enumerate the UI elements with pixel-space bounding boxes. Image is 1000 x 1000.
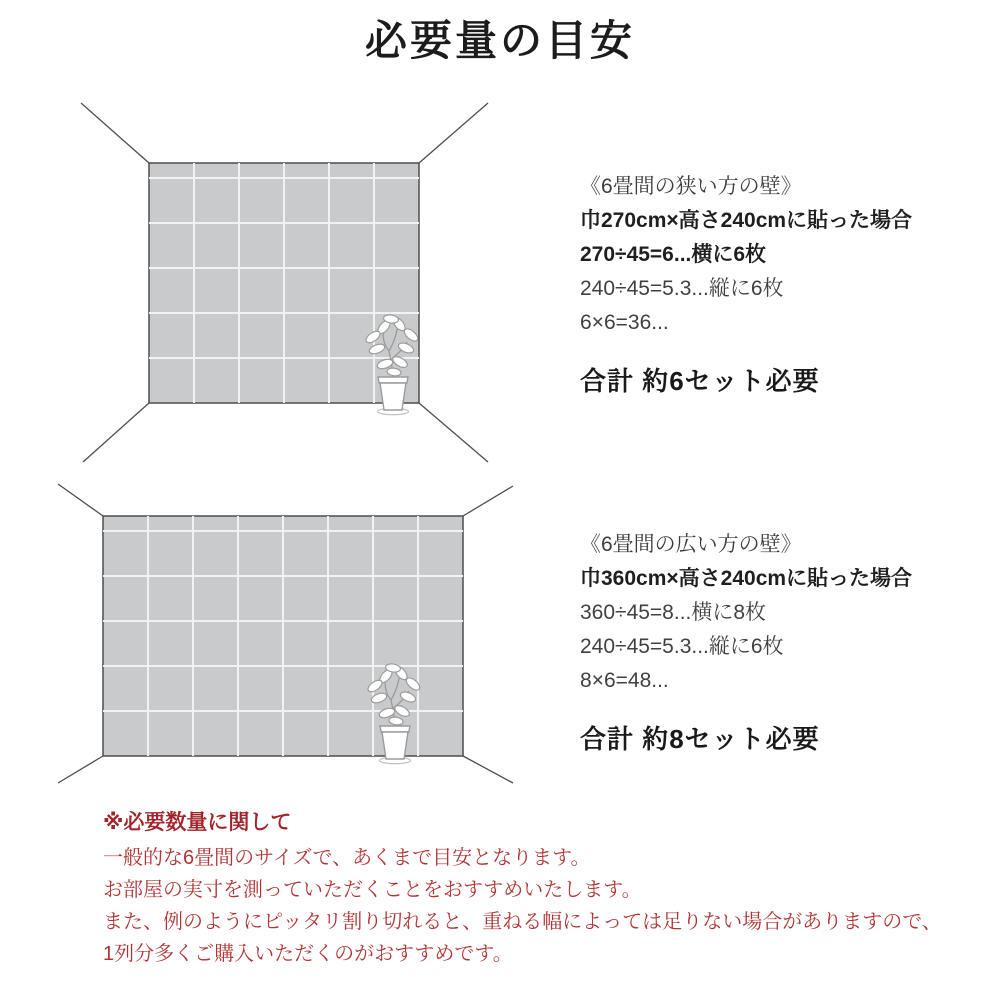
spec-block-wide-wall bbox=[580, 528, 980, 756]
note-heading: ※必要数量に関して bbox=[103, 811, 292, 834]
wall-heading: 《6畳間の狭い方の壁》 bbox=[580, 175, 802, 198]
note-line: お部屋の実寸を測っていただくことをおすすめいたします。 bbox=[103, 879, 642, 901]
wall-group bbox=[81, 103, 488, 462]
calc-horizontal-line: 360÷45=8...横に8枚 bbox=[580, 601, 767, 624]
calc-vertical-line: 240÷45=5.3...縦に6枚 bbox=[580, 635, 784, 658]
calc-vertical-line: 240÷45=5.3...縦に6枚 bbox=[580, 277, 784, 300]
wall-size-line: 巾270cm×高さ240cmに貼った場合 bbox=[580, 209, 913, 232]
room-illustration-wide-wall bbox=[50, 478, 525, 790]
total-sets-line: 合計 約8セット必要 bbox=[580, 724, 820, 754]
quantity-note bbox=[103, 806, 963, 970]
note-line: また、例のようにピッタリ割り切れると、重ねる幅によっては足りない場合がありますので、 bbox=[103, 911, 942, 933]
calc-total-line: 8×6=48... bbox=[580, 669, 669, 692]
note-line: 一般的な6畳間のサイズで、あくまで目安となります。 bbox=[103, 847, 591, 869]
room-illustration-narrow-wall bbox=[58, 95, 503, 470]
wall-heading: 《6畳間の広い方の壁》 bbox=[580, 533, 802, 556]
total-sets-line: 合計 約6セット必要 bbox=[580, 366, 820, 396]
page-title: 必要量の目安 bbox=[364, 19, 635, 65]
wall-group bbox=[58, 484, 513, 783]
calc-horizontal-line: 270÷45=6...横に6枚 bbox=[580, 243, 767, 266]
wall-size-line: 巾360cm×高さ240cmに貼った場合 bbox=[580, 567, 913, 590]
spec-block-narrow-wall bbox=[580, 170, 980, 398]
note-line: 1列分多くご購入いただくのがおすすめです。 bbox=[103, 943, 513, 965]
calc-total-line: 6×6=36... bbox=[580, 311, 669, 334]
